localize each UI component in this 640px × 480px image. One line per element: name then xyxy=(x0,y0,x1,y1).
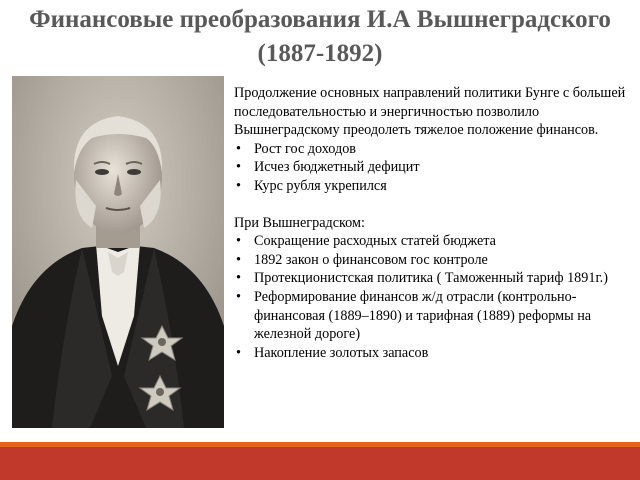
slide-body xyxy=(234,84,632,362)
list-item xyxy=(234,140,632,159)
portrait-image xyxy=(12,76,224,428)
list-item xyxy=(234,288,632,344)
list-item-text: Исчез бюджетный дефицит xyxy=(254,159,420,176)
bullet-icon: • xyxy=(236,288,241,305)
measures-heading: При Вышнеградском: xyxy=(234,214,365,231)
spacer xyxy=(234,196,632,214)
bullet-icon: • xyxy=(236,233,241,250)
list-item xyxy=(234,344,632,363)
list-item xyxy=(234,251,632,270)
list-item-text: Протекционистская политика ( Таможенный тариф 1891г.) xyxy=(254,270,608,287)
bullet-icon: • xyxy=(236,251,241,268)
list-item xyxy=(234,232,632,251)
bullet-icon: • xyxy=(236,270,241,287)
slide-title-years: (1887-1892) xyxy=(257,40,383,67)
list-item-text: Рост гос доходов xyxy=(254,140,356,157)
list-item xyxy=(234,177,632,196)
list-item xyxy=(234,158,632,177)
bullet-icon: • xyxy=(236,159,241,176)
list-item-text: Реформирование финансов ж/д отрасли (контрольно-финансовая (1889–1890) и тарифная (1889) реформы на железной дороге) xyxy=(254,288,592,343)
list-item-text: 1892 закон о финансовом гос контроле xyxy=(254,251,488,268)
bullet-icon: • xyxy=(236,344,241,361)
results-list xyxy=(234,140,632,196)
measures-list xyxy=(234,232,632,362)
slide-title: Финансовые преобразования И.А Вышнеградского xyxy=(29,6,611,33)
list-item xyxy=(234,269,632,288)
intro-paragraph: Продолжение основных направлений политики Бунге с большей последовательностью и энергичностью позволило Вышнеградскому преодолеть тяжелое положение финансов. xyxy=(234,85,626,139)
portrait-illustration xyxy=(12,76,224,428)
footer-bar xyxy=(0,447,640,480)
list-item-text: Курс рубля укрепился xyxy=(254,177,387,194)
list-item-text: Сокращение расходных статей бюджета xyxy=(254,233,496,250)
list-item-text: Накопление золотых запасов xyxy=(254,344,429,361)
bullet-icon: • xyxy=(236,177,241,194)
bullet-icon: • xyxy=(236,140,241,157)
